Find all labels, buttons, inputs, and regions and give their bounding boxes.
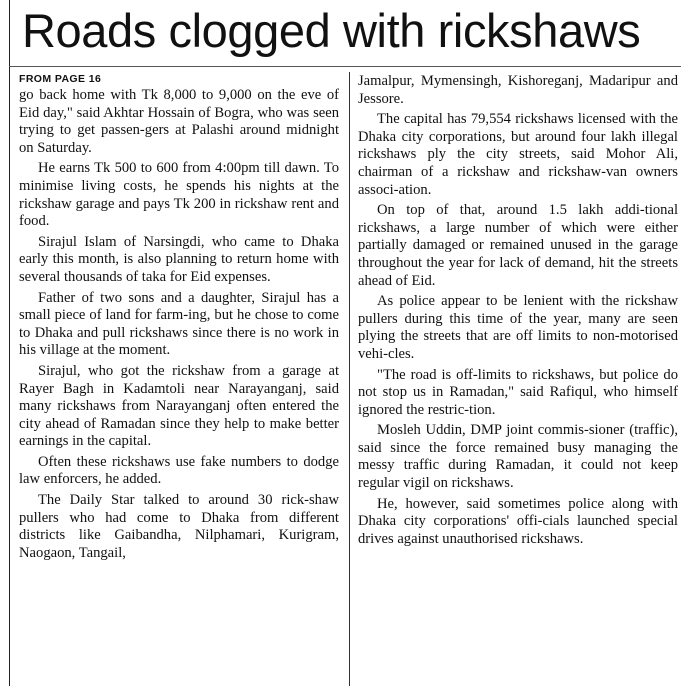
paragraph: Father of two sons and a daughter, Sirajul has a small piece of land for farm-ing, but he chose to come to Dhaka and pull rickshaws since there is no work in his village at the moment. xyxy=(19,289,339,359)
article-column-2 xyxy=(358,73,678,551)
paragraph: Sirajul Islam of Narsingdi, who came to Dhaka early this month, is also planning to return home with several thousands of taka for Eid expenses. xyxy=(19,233,339,285)
jump-line: FROM PAGE 16 xyxy=(19,73,102,85)
paragraph: He earns Tk 500 to 600 from 4:00pm till dawn. To minimise living costs, he spends his nights at the rickshaw garage and pays Tk 200 in rickshaw rent and food. xyxy=(19,160,339,230)
paragraph: Sirajul, who got the rickshaw from a garage at Rayer Bagh in Kadamtoli near Narayanganj, said many rickshaws from Narayanganj often entered the city ahead of Ramadan since they help to make better earnings in the capital. xyxy=(19,362,339,450)
paragraph: On top of that, around 1.5 lakh addi-tional rickshaws, a large number of which were either partially damaged or remained unused in the garage throughout the year for lack of demand, hit the streets ahead of Eid. xyxy=(358,202,678,289)
paragraph: go back home with Tk 8,000 to 9,000 on the eve of Eid day," said Akhtar Hossain of Bogra, who was seen trying to get passen-gers at Palashi around midnight on Saturday. xyxy=(19,87,339,156)
paragraph: Jamalpur, Mymensingh, Kishoreganj, Madaripur and Jessore. xyxy=(358,73,678,107)
paragraph: Mosleh Uddin, DMP joint commis-sioner (traffic), said since the force remained busy managing the messy traffic during Ramadan, it could not keep regular vigil on rickshaws. xyxy=(358,422,678,492)
headline: Roads clogged with rickshaws xyxy=(22,4,641,57)
paragraph: The Daily Star talked to around 30 rick-shaw pullers who had come to Dhaka from different districts like Gaibandha, Nilphamari, Kurigram, Naogaon, Tangail, xyxy=(19,492,339,561)
paragraph: Often these rickshaws use fake numbers to dodge law enforcers, he added. xyxy=(19,453,339,488)
column-divider xyxy=(349,72,350,686)
paragraph: The capital has 79,554 rickshaws licensed with the Dhaka city corporations, but around four lakh illegal rickshaws ply the city streets, said Mohor Ali, chairman of a rickshaw and rickshaw-van owners associ-ation. xyxy=(358,111,678,198)
article-column-1 xyxy=(19,73,339,565)
paragraph: He, however, said sometimes police along with Dhaka city corporations' offi-cials launched special drives against unauthorised rickshaws. xyxy=(358,495,678,547)
paragraph: As police appear to be lenient with the rickshaw pullers during this time of the year, many are seen plying the streets that are off limits to non-motorised vehi-cles. xyxy=(358,293,678,362)
page-left-rule xyxy=(9,0,10,686)
headline-rule xyxy=(9,66,681,67)
paragraph: "The road is off-limits to rickshaws, but police do not stop us in Ramadan," said Rafiqul, who himself ignored the restric-tion. xyxy=(358,366,678,418)
